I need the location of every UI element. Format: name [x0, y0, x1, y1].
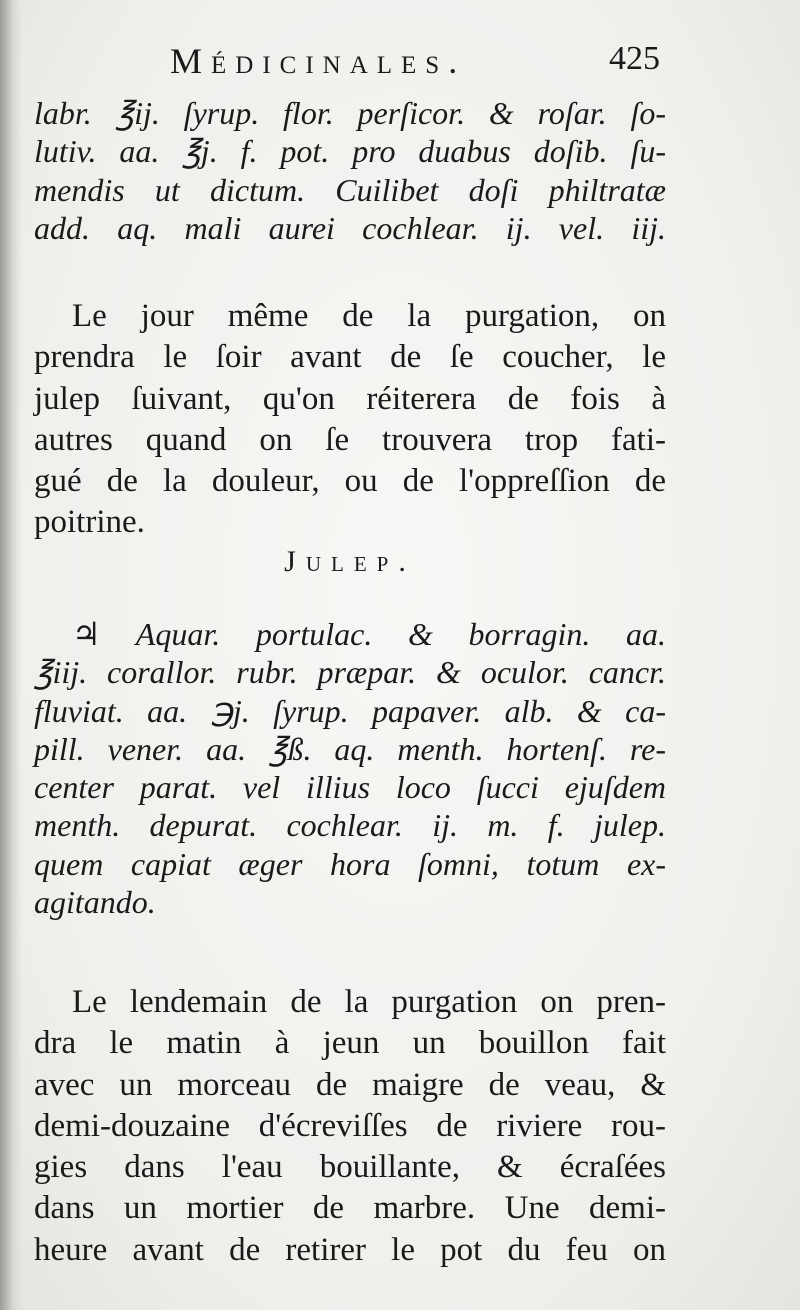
text-line: Le jour même de la purgation, on — [72, 298, 666, 334]
page-gutter-shadow — [0, 0, 22, 1310]
text-line: labr. ℥ij. ſyrup. flor. perſicor. & roſar. ſo- — [34, 95, 666, 131]
text-line: avec un morceau de maigre de veau, & — [34, 1066, 666, 1103]
text-line: agitando. — [34, 884, 156, 921]
text-line: gué de la douleur, ou de l'oppreſſion de — [34, 463, 666, 500]
page-header — [170, 40, 660, 90]
recipe-julep — [34, 615, 666, 921]
text-line: menth. depurat. cochlear. ij. m. f. julep. — [34, 807, 666, 844]
text-line: fluviat. aa. ℈j. ſyrup. papaver. alb. & ca- — [34, 692, 666, 729]
text-line: dra le matin à jeun un bouillon fait — [34, 1025, 666, 1062]
text-line: dans un mortier de marbre. Une demi- — [34, 1190, 666, 1227]
text-line: ♃ Aquar. portulac. & borragin. aa. — [72, 616, 666, 652]
text-line: center parat. vel illius loco ſucci ejuſdem — [34, 769, 666, 806]
text-line: add. aq. mali aurei cochlear. ij. vel. iij. — [34, 209, 666, 246]
text-line: ℥iij. corallor. rubr. præpar. & oculor. cancr. — [34, 654, 666, 691]
text-line: gies dans l'eau bouillante, & écraſées — [34, 1149, 666, 1186]
paragraph-next-day-broth — [34, 982, 666, 1271]
text-line: demi-douzaine d'écreviſſes de riviere rou- — [34, 1107, 666, 1144]
running-title: Médicinales. — [170, 41, 467, 81]
text-line: quem capiat æger hora ſomni, totum ex- — [34, 845, 666, 882]
text-line: lutiv. aa. ℥j. f. pot. pro duabus doſib. ſu- — [34, 133, 666, 170]
text-line: mendis ut dictum. Cuilibet doſi philtratæ — [34, 171, 666, 208]
text-line: prendra le ſoir avant de ſe coucher, le — [34, 339, 666, 376]
paragraph-purgation-evening — [34, 296, 666, 544]
recipe-continuation — [34, 94, 666, 247]
text-line: pill. vener. aa. ℥ß. aq. menth. hortenſ. re- — [34, 730, 666, 767]
text-line: Le lendemain de la purgation on pren- — [72, 984, 666, 1020]
text-line: autres quand on ſe trouvera trop fati- — [34, 421, 666, 458]
page-number: 425 — [609, 40, 660, 77]
section-heading-julep: Julep. — [284, 545, 416, 578]
text-line: julep ſuivant, qu'on réiterera de fois à — [34, 380, 666, 417]
text-line: heure avant de retirer le pot du feu on — [34, 1231, 666, 1268]
text-line: poitrine. — [34, 504, 145, 541]
